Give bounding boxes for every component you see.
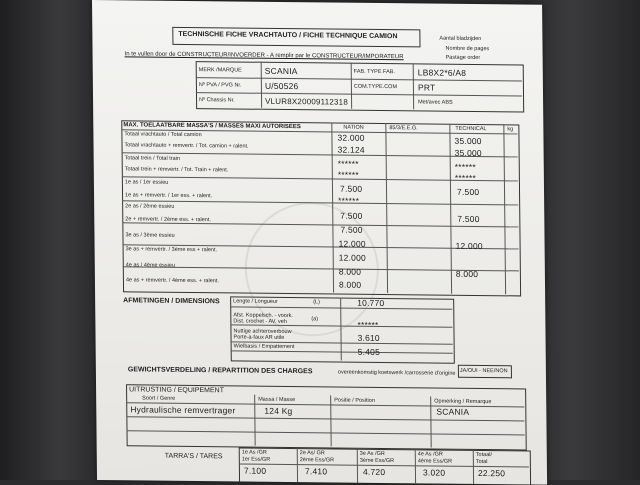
technical-sheet-document bbox=[92, 0, 547, 485]
weight-note: overeenkomstig koetswerk /carrosserie d'origine bbox=[337, 369, 456, 377]
mass-row-label: 3e as / 3ème essieu bbox=[125, 232, 175, 239]
tare-value: 22.250 bbox=[477, 467, 506, 479]
pages-count-label: Aantal bladzijden bbox=[439, 35, 482, 43]
tare-value: 3.020 bbox=[422, 467, 446, 478]
tare-col-bottom: 4ème Ess/GR bbox=[417, 458, 453, 465]
mass-row-nation: ****** bbox=[338, 195, 360, 206]
dimensions-section-label: AFMETINGEN / DIMENSIONS bbox=[123, 297, 220, 306]
wheelbase-label: Wielbasis / Empattement bbox=[233, 343, 295, 351]
tare-label: TARRA'S / TARES bbox=[164, 452, 223, 461]
fab-type-label: FAB. TYPE FAB. bbox=[353, 68, 395, 76]
tare-value: 7.100 bbox=[243, 465, 267, 476]
tare-col-top: 1e As /GR bbox=[241, 449, 267, 456]
abs-label: Met/avec ABS bbox=[418, 99, 453, 106]
com-type-label: COM.TYPE.COM bbox=[353, 83, 398, 91]
equipment-item-remark: SCANIA bbox=[436, 406, 470, 417]
tare-col-top: 2e As/ GR bbox=[299, 450, 325, 457]
ja-nee-option: JA/OUI - NEE/NON bbox=[459, 367, 508, 375]
mass-row-technical: 8.000 bbox=[455, 268, 479, 279]
mass-row-nation: 7.500 bbox=[340, 224, 363, 235]
col-unit: kg bbox=[507, 126, 514, 133]
tare-value: 7.410 bbox=[304, 466, 328, 477]
equipment-item-mass: 124 Kg bbox=[264, 405, 293, 417]
length-unit: (L) bbox=[313, 299, 320, 306]
overhang-value: 3.610 bbox=[357, 332, 380, 343]
mass-row-label: Totaal trein / Total train bbox=[124, 155, 180, 162]
tare-col-bottom: Total bbox=[475, 458, 488, 466]
mass-row-label: Totaal trein + remvertr. / Tot. Train + ralent. bbox=[124, 166, 229, 174]
mass-row-nation: 8.000 bbox=[338, 279, 362, 290]
col-nation: NATION bbox=[343, 124, 364, 131]
equipment-col-remark: Opmerking / Remarque bbox=[434, 398, 492, 406]
mass-row-label: Totaal vrachtauto + remvertr. / Tot. camion + ralent. bbox=[124, 142, 249, 150]
merk-label: MERK /MARQUE bbox=[198, 67, 242, 74]
mass-row-nation: ****** bbox=[337, 158, 359, 169]
mass-row-technical: 12.000 bbox=[455, 240, 483, 252]
mass-row-label: 3e as + remvertr. / 3ème ess + ralent. bbox=[125, 246, 218, 254]
equipment-item-sort: Hydraulische remvertrager bbox=[130, 404, 236, 416]
fab-type-value: LB8X2*6/A8 bbox=[417, 67, 467, 78]
fill-instruction: In te vullen door de CONSTRUCTEUR/INVOERDER - A remplir par le CONSTRUCTEUR/IMPORATEUR bbox=[124, 51, 404, 61]
equipment-col-position: Positie / Position bbox=[334, 397, 375, 404]
mass-row-label: 2e as / 2ème essieu bbox=[125, 203, 175, 210]
document-title: TECHNISCHE FICHE VRACHTAUTO / FICHE TECHNIQUE CAMION bbox=[178, 30, 398, 41]
pva-value: U/50526 bbox=[264, 80, 299, 92]
length-label: Lengte / Longueur bbox=[233, 298, 278, 305]
tare-col-bottom: 3ème Ess/GR bbox=[359, 457, 395, 465]
mass-row-nation: 7.500 bbox=[339, 183, 363, 194]
com-type-value: PRT bbox=[417, 82, 436, 93]
tare-col-top: Totaal/ bbox=[475, 451, 493, 459]
chassis-label: Nº Chassis Nr. bbox=[199, 97, 235, 104]
mass-row-nation: 32.000 bbox=[337, 132, 365, 143]
mass-row-nation: 7.500 bbox=[340, 210, 363, 221]
mass-row-label: 4e as / 4ème essieu bbox=[125, 262, 176, 269]
pastage-order-label: Pastage order bbox=[445, 54, 481, 62]
sofa-left-background bbox=[0, 0, 100, 480]
tare-col-top: 3e As /GR bbox=[359, 450, 385, 457]
equipment-col-mass: Massa / Masse bbox=[258, 396, 296, 404]
kingpin-value: ****** bbox=[357, 319, 379, 330]
mass-row-technical: 35.000 bbox=[454, 135, 482, 147]
mass-row-technical: 7.500 bbox=[457, 213, 480, 225]
merk-value: SCANIA bbox=[264, 65, 298, 77]
wheelbase-value: 5.405 bbox=[357, 346, 381, 357]
col-eeg: 85/3/E.E.G. bbox=[389, 125, 418, 132]
mass-row-label: 1e as + remvertr. / 1er ess. + ralent. bbox=[125, 192, 213, 200]
tare-col-bottom: 1er Ess/GR bbox=[241, 456, 271, 463]
masses-header: MAX. TOELAATBARE MASSA'S / MASSES MAXI AUTORISEES bbox=[123, 122, 301, 131]
mass-row-label: 2e + remvertr. / 2ème ess. + ralent. bbox=[125, 216, 211, 224]
mass-row-nation: 12.000 bbox=[338, 252, 366, 263]
equipment-col-sort: Soort / Genre bbox=[142, 395, 176, 402]
kingpin-unit: (a) bbox=[311, 316, 319, 323]
mass-row-technical: ****** bbox=[454, 172, 477, 183]
mass-row-technical: ****** bbox=[454, 161, 476, 172]
mass-row-label: Totaal vrachtauto / Total camion bbox=[124, 131, 202, 139]
mass-row-nation: 12.000 bbox=[338, 238, 366, 249]
kingpin-label: Afst. Koppelsch. - voork. bbox=[233, 312, 293, 320]
mass-row-label: 4e as + remvertr. / 4ème ess. + ralent. bbox=[125, 277, 219, 285]
mass-row-nation: ****** bbox=[337, 169, 359, 180]
tare-col-top: 4e As /GR bbox=[417, 451, 443, 458]
overhang-label: Nuttige achteroverbouw bbox=[233, 328, 292, 336]
chassis-value: VLUR8X20009112318 bbox=[265, 96, 349, 107]
pva-label: Nº PVA / PVG Nr. bbox=[198, 82, 242, 89]
mass-row-label: 1e as / 1er essieu bbox=[124, 179, 169, 186]
overhang-label-fr: Porte-à-faux AR utile bbox=[233, 334, 285, 341]
tare-value: 4.720 bbox=[362, 466, 386, 477]
mass-row-technical: 7.500 bbox=[456, 186, 480, 198]
tare-col-bottom: 2ème Ess/GR bbox=[299, 457, 335, 464]
mass-row-technical: 35.000 bbox=[454, 147, 482, 159]
weight-section-label: GEWICHTSVERDELING / REPARTITION DES CHARGES bbox=[127, 366, 313, 376]
pages-number-label: Nombre de pages bbox=[445, 45, 490, 53]
mass-row-nation: 8.000 bbox=[338, 266, 362, 277]
equipment-header: UITRUSTING / EQUIPEMENT bbox=[129, 386, 225, 395]
mass-row-nation: 32.124 bbox=[337, 144, 365, 155]
length-value: 10.770 bbox=[357, 297, 385, 309]
col-technical: TECHNICAL bbox=[455, 125, 487, 133]
kingpin-label-fr: Dist. crochet - AV. veh bbox=[233, 318, 287, 325]
